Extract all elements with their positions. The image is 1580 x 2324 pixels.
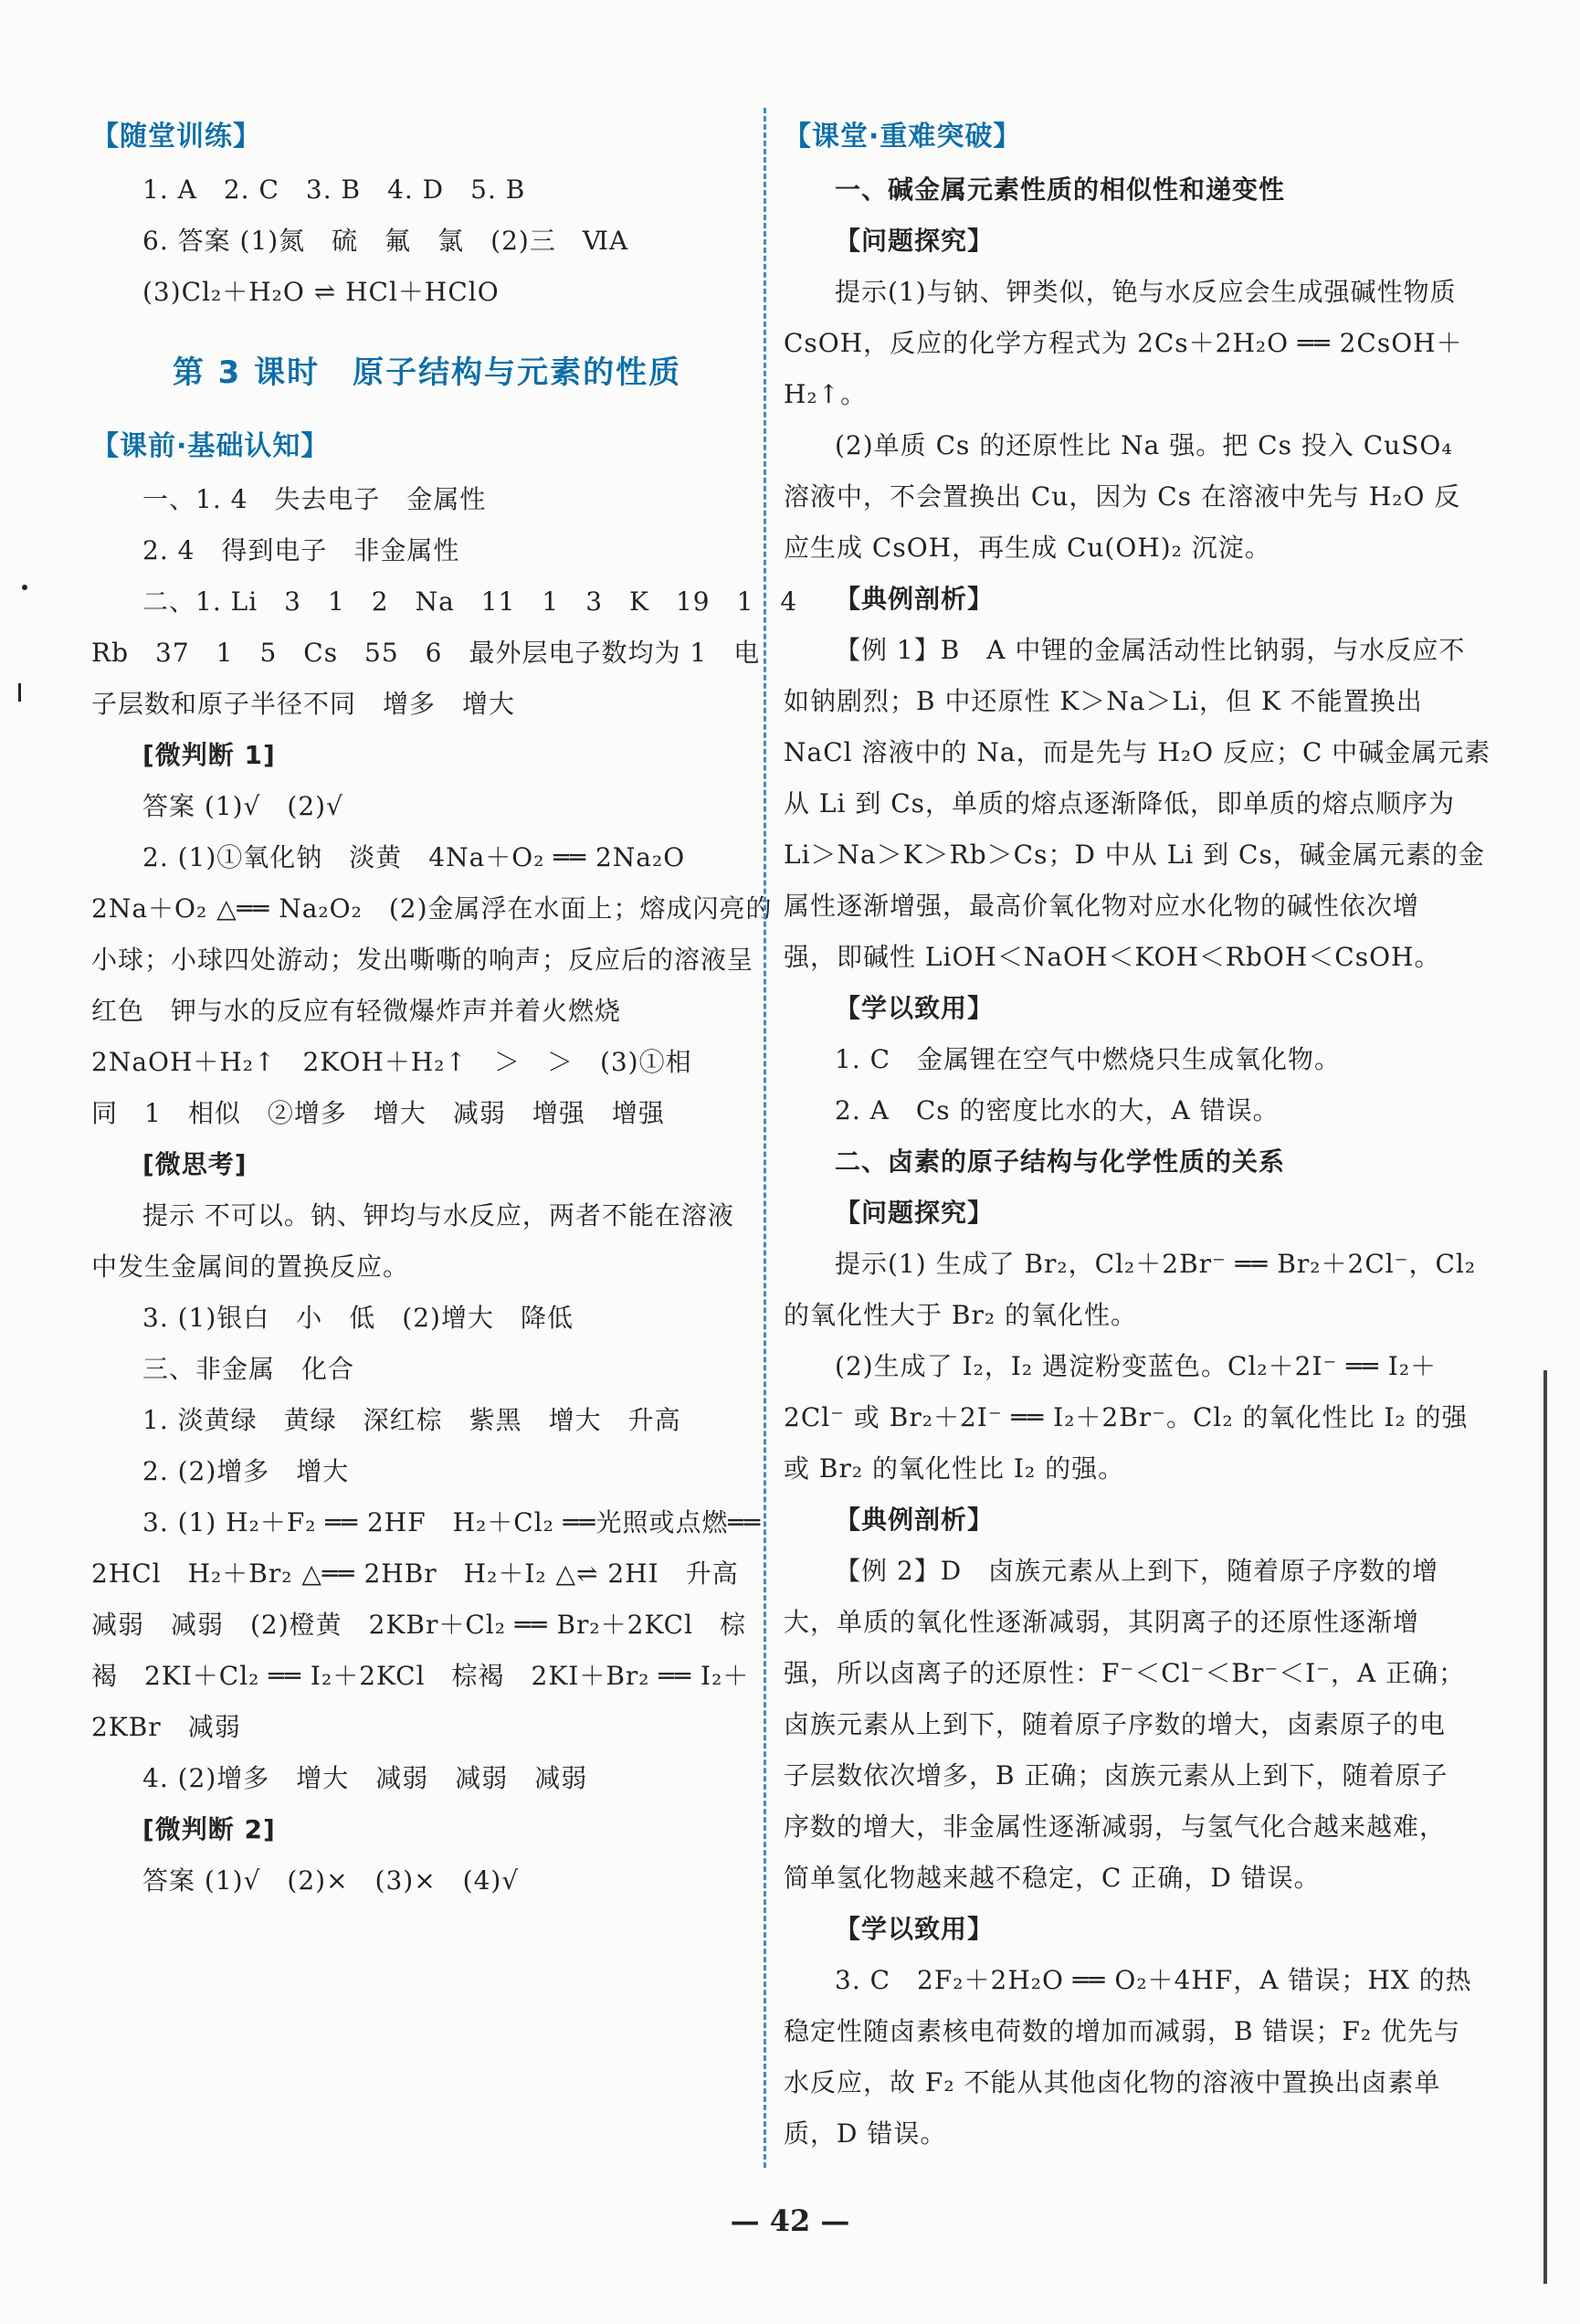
sub-heading: [微判断 2] [142,1814,276,1844]
text-line: 一、1. 4 失去电子 金属性 [142,484,487,514]
text-line: 三、非金属 化合 [142,1354,355,1384]
text-line: 从 Li 到 Cs，单质的熔点逐渐降低，即单质的熔点顺序为 [784,788,1456,819]
text-line: 序数的增大，非金属性逐渐减弱，与氢气化合越来越难， [784,1812,1447,1842]
right-column [784,110,1491,2160]
text-line: 提示(1) 生成了 Br₂，Cl₂＋2Br⁻ ══ Br₂＋2Cl⁻，Cl₂ [835,1249,1477,1279]
text-line: 2HCl H₂＋Br₂ △══ 2HBr H₂＋I₂ △⇌ 2HI 升高 [91,1558,739,1589]
text-line: 卤族元素从上到下，随着原子序数的增大，卤素原子的电 [784,1709,1447,1739]
text-line: 中发生金属间的置换反应。 [91,1252,410,1282]
text-line: 3. C 2F₂＋2H₂O ══ O₂＋4HF，A 错误；HX 的热 [835,1965,1472,1995]
scan-edge [1543,1370,1547,2284]
text-line: 6. 答案 (1)氮 硫 氟 氯 (2)三 ⅥA [142,226,629,256]
scan-mark [18,683,21,702]
text-line: 3. (1)银白 小 低 (2)增大 降低 [142,1303,574,1333]
text-line: Li＞Na＞K＞Rb＞Cs；D 中从 Li 到 Cs，碱金属元素的金 [784,840,1485,870]
sub-heading: 【典例剖析】 [835,584,995,614]
text-line: 强，即碱性 LiOH＜NaOH＜KOH＜RbOH＜CsOH。 [784,942,1441,972]
text-line: 子层数依次增多，B 正确；卤族元素从上到下，随着原子 [784,1760,1448,1791]
text-line: 褐 2KI＋Cl₂ ══ I₂＋2KCl 棕褐 2KI＋Br₂ ══ I₂＋ [91,1661,750,1691]
sub-heading: [微思考] [142,1149,248,1179]
text-line: 应生成 CsOH，再生成 Cu(OH)₂ 沉淀。 [784,533,1271,563]
text-line: 小球；小球四处游动；发出嘶嘶的响声；反应后的溶液呈 [91,945,754,975]
text-line: 二、1. Li 3 1 2 Na 11 1 3 K 19 1 4 [142,586,798,617]
text-line: 2NaOH＋H₂↑ 2KOH＋H₂↑ ＞ ＞ (3)①相 [91,1047,692,1077]
text-line: 2Cl⁻ 或 Br₂＋2I⁻ ══ I₂＋2Br⁻。Cl₂ 的氧化性比 I₂ 的强 [784,1402,1469,1432]
text-line: 质，D 错误。 [784,2118,947,2149]
text-line: 属性逐渐增强，最高价氧化物对应水化物的碱性依次增 [784,891,1420,921]
text-line: 大，单质的氧化性逐渐减弱，其阴离子的还原性逐渐增 [784,1607,1420,1637]
text-line: NaCl 溶液中的 Na，而是先与 H₂O 反应；C 中碱金属元素 [784,737,1491,767]
text-line: CsOH，反应的化学方程式为 2Cs＋2H₂O ══ 2CsOH＋ [784,328,1463,358]
sub-heading: 【学以致用】 [835,993,995,1023]
text-line: (3)Cl₂＋H₂O ⇌ HCl＋HClO [142,277,500,307]
sub-heading: 【问题探究】 [835,226,995,256]
text-line: 1. C 金属锂在空气中燃烧只生成氧化物。 [835,1044,1342,1074]
sub-heading: [微判断 1] [142,740,276,770]
sub-heading: 二、卤素的原子结构与化学性质的关系 [835,1146,1286,1177]
text-line: 3. (1) H₂＋F₂ ══ 2HF H₂＋Cl₂ ══光照或点燃══ [142,1507,762,1537]
text-line: 2. 4 得到电子 非金属性 [142,535,460,565]
left-column [91,110,798,1907]
section-heading: 【课前·基础认知】 [91,430,330,462]
text-line: 子层数和原子半径不同 增多 增大 [91,689,516,719]
text-line: 2KBr 减弱 [91,1712,241,1742]
text-line: 水反应，故 F₂ 不能从其他卤化物的溶液中置换出卤素单 [784,2067,1441,2097]
text-line: 2. (2)增多 增大 [142,1456,350,1486]
sub-heading: 【学以致用】 [835,1914,995,1944]
column-divider [764,108,766,2168]
text-line: 或 Br₂ 的氧化性比 I₂ 的强。 [784,1453,1125,1484]
text-line: 的氧化性大于 Br₂ 的氧化性。 [784,1300,1137,1330]
text-line: 强，所以卤离子的还原性：F⁻＜Cl⁻＜Br⁻＜I⁻，A 正确； [784,1658,1466,1688]
text-line: 稳定性随卤素核电荷数的增加而减弱，B 错误；F₂ 优先与 [784,2016,1461,2046]
text-line: 2. A Cs 的密度比水的大，A 错误。 [835,1095,1280,1125]
text-line: Rb 37 1 5 Cs 55 6 最外层电子数均为 1 电 [91,638,761,668]
text-line: 【例 2】D 卤族元素从上到下，随着原子序数的增 [835,1556,1439,1586]
text-line: 提示(1)与钠、钾类似，铯与水反应会生成强碱性物质 [835,277,1457,307]
text-line: 2. (1)①氧化钠 淡黄 4Na＋O₂ ══ 2Na₂O [142,842,686,872]
text-line: 如钠剧烈；B 中还原性 K＞Na＞Li，但 K 不能置换出 [784,686,1423,716]
section-heading: 【随堂训练】 [91,121,261,153]
sub-heading: 一、碱金属元素性质的相似性和递变性 [835,174,1286,205]
section-heading: 【课堂·重难突破】 [784,121,1022,153]
text-line: 答案 (1)√ (2)× (3)× (4)√ [142,1865,520,1896]
text-line: 【例 1】B A 中锂的金属活动性比钠弱，与水反应不 [835,635,1466,665]
text-line: 减弱 减弱 (2)橙黄 2KBr＋Cl₂ ══ Br₂＋2KCl 棕 [91,1610,747,1640]
text-line: (2)生成了 I₂，I₂ 遇淀粉变蓝色。Cl₂＋2I⁻ ══ I₂＋ [835,1351,1438,1381]
sub-heading: 【典例剖析】 [835,1505,995,1535]
lesson-title: 第 3 课时 原子结构与元素的性质 [172,354,682,391]
text-line: 答案 (1)√ (2)√ [142,791,343,821]
text-line: 红色 钾与水的反应有轻微爆炸声并着火燃烧 [91,996,622,1026]
text-line: 溶液中，不会置换出 Cu，因为 Cs 在溶液中先与 H₂O 反 [784,481,1461,512]
text-line: (2)单质 Cs 的还原性比 Na 强。把 Cs 投入 CuSO₄ [835,430,1453,460]
text-line: 简单氢化物越来越不稳定，C 正确，D 错误。 [784,1863,1321,1893]
text-line: 1. 淡黄绿 黄绿 深红棕 紫黑 增大 升高 [142,1405,681,1435]
page-number: — 42 — [730,2203,850,2238]
text-line: 2Na＋O₂ △══ Na₂O₂ (2)金属浮在水面上；熔成闪亮的 [91,893,773,924]
text-line: 4. (2)增多 增大 减弱 减弱 减弱 [142,1763,588,1793]
text-line: 1. A 2. C 3. B 4. D 5. B [142,174,526,205]
text-line: H₂↑。 [784,379,868,409]
text-line: 提示 不可以。钠、钾均与水反应，两者不能在溶液 [142,1200,734,1231]
sub-heading: 【问题探究】 [835,1198,995,1228]
text-line: 同 1 相似 ②增多 增大 减弱 增强 增强 [91,1098,665,1128]
scan-mark [22,585,27,590]
